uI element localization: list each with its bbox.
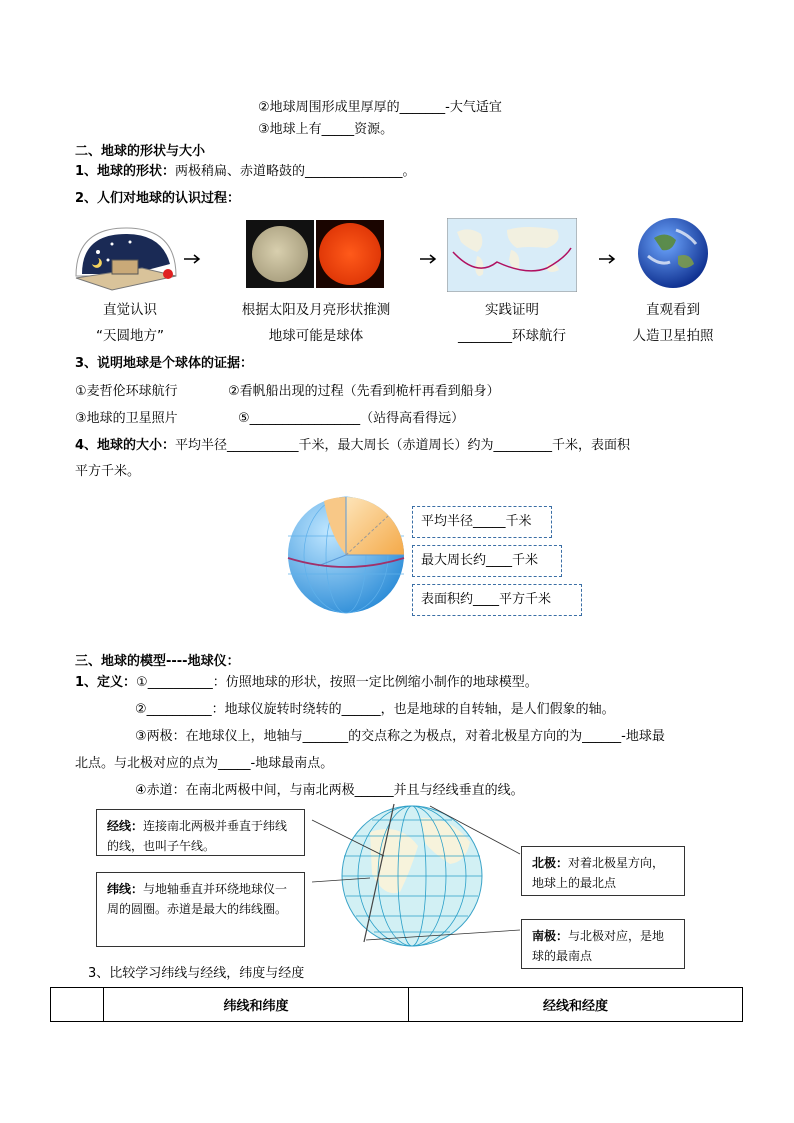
dome-illustration bbox=[72, 224, 180, 300]
section-title: 二、地球的形状与大小 bbox=[75, 144, 206, 159]
caption bbox=[226, 298, 406, 344]
circumference-label: 最大周长约____千米 bbox=[412, 545, 562, 577]
caption-line: 实践证明 bbox=[485, 302, 539, 318]
text-line: 平方千米。 bbox=[75, 464, 141, 479]
item-body: 平均半径___________千米，最大周长（赤道周长）约为_________千米，表面积 bbox=[175, 438, 631, 453]
north-pole-box bbox=[521, 846, 685, 896]
box-term: 北极： bbox=[532, 856, 569, 870]
table-row bbox=[51, 988, 743, 1022]
caption-line: 地球可能是球体 bbox=[268, 328, 364, 344]
box-text: 与北极对应，是地球的最南点 bbox=[532, 929, 665, 963]
caption-line: 根据太阳及月亮形状推测 bbox=[241, 302, 391, 318]
meridian-box bbox=[96, 809, 305, 856]
box-text: 对着北极星方向，地球上的最北点 bbox=[532, 856, 665, 890]
compare-heading: 3、比较学习纬线与经线，纬度与经度 bbox=[88, 966, 305, 981]
item-head: 3、说明地球是个球体的证据： bbox=[75, 356, 254, 371]
area-label: 表面积约____平方千米 bbox=[412, 584, 582, 616]
evidence-item: ③地球的卫星照片 bbox=[75, 411, 178, 426]
text-line: ②地球周围形成里厚厚的_______-大气适宜 bbox=[258, 100, 502, 115]
table-header-cell: 纬线和纬度 bbox=[104, 988, 409, 1022]
size-line bbox=[75, 434, 630, 453]
item-head: 1、地球的形状： bbox=[75, 164, 176, 179]
arrow-icon bbox=[184, 254, 202, 264]
caption-line: ________环球航行 bbox=[458, 328, 566, 344]
shape-line bbox=[75, 160, 416, 179]
caption bbox=[50, 298, 210, 344]
definition-line bbox=[75, 671, 538, 690]
item-body: 两极稍扁、赤道略鼓的_______________。 bbox=[175, 164, 416, 179]
box-text: 连接南北两极并垂直于纬线的线，也叫子午线。 bbox=[107, 819, 288, 853]
caption-line: 直觉认识 bbox=[103, 302, 157, 318]
comparison-table bbox=[50, 987, 743, 1022]
box-term: 南极： bbox=[532, 929, 569, 943]
definition-line: 北点。与北极对应的点为_____-地球最南点。 bbox=[75, 756, 334, 771]
earth-cutaway bbox=[280, 496, 416, 614]
arrow-icon bbox=[420, 254, 438, 264]
definition-line: ④赤道：在南北两极中间，与南北两极______并且与经线垂直的线。 bbox=[135, 783, 524, 798]
definition-line: ③两极：在地球仪上，地轴与_______的交点称之为极点，对着北极星方向的为______-地球最 bbox=[135, 729, 665, 744]
item-body: ①__________：仿照地球的形状，按照一定比例缩小制作的地球模型。 bbox=[136, 675, 538, 690]
sun-photo bbox=[316, 220, 384, 288]
table-header-cell bbox=[51, 988, 104, 1022]
caption-line: 人造卫星拍照 bbox=[632, 328, 714, 344]
table-header-cell: 经线和经度 bbox=[409, 988, 743, 1022]
evidence-item: ①麦哲伦环球航行 bbox=[75, 384, 178, 399]
earth-satellite-photo bbox=[636, 216, 710, 290]
caption bbox=[600, 298, 746, 344]
box-term: 经线： bbox=[107, 819, 144, 833]
moon-photo bbox=[246, 220, 314, 288]
text-line: ③地球上有_____资源。 bbox=[258, 122, 394, 137]
world-map-voyage bbox=[447, 218, 577, 292]
caption bbox=[432, 298, 592, 344]
arrow-icon bbox=[599, 254, 617, 264]
evidence-item: ⑤_________________（站得高看得远） bbox=[238, 411, 465, 426]
item-head: 1、定义： bbox=[75, 675, 137, 690]
section-title: 三、地球的模型----地球仪： bbox=[75, 654, 240, 669]
box-term: 纬线： bbox=[107, 882, 144, 896]
item-head: 4、地球的大小： bbox=[75, 438, 176, 453]
evidence-item: ②看帆船出现的过程（先看到桅杆再看到船身） bbox=[228, 384, 500, 399]
definition-line: ②__________：地球仪旋转时绕转的______，也是地球的自转轴，是人们假象的轴。 bbox=[135, 702, 615, 717]
item-head: 2、人们对地球的认识过程： bbox=[75, 191, 241, 206]
south-pole-box bbox=[521, 919, 685, 969]
caption-line: “天圆地方” bbox=[96, 328, 164, 344]
caption-line: 直观看到 bbox=[646, 302, 700, 318]
globe-figure bbox=[300, 802, 530, 952]
box-text: 与地轴垂直并环绕地球仪一周的圆圈。赤道是最大的纬线圈。 bbox=[107, 882, 288, 916]
parallel-box bbox=[96, 872, 305, 947]
radius-label: 平均半径_____千米 bbox=[412, 506, 552, 538]
